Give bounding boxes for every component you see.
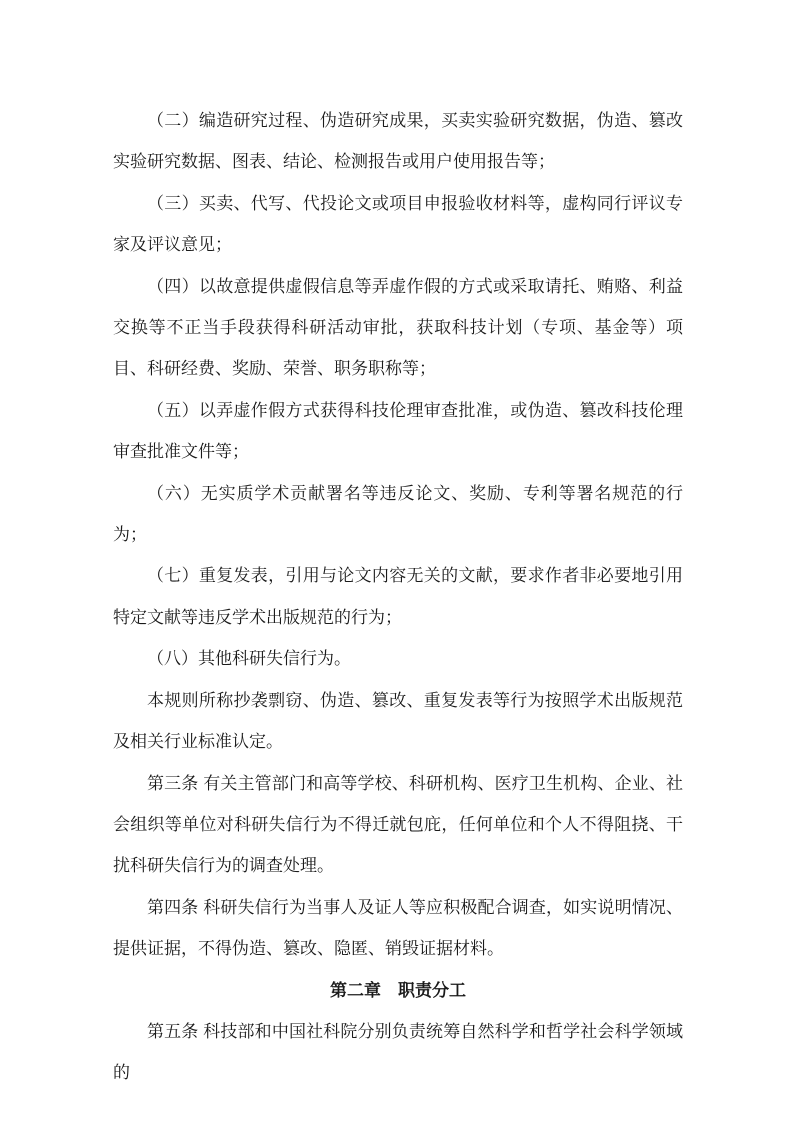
document-body — [113, 100, 683, 1094]
definition-note: 本规则所称抄袭剽窃、伪造、篡改、重复发表等行为按照学术出版规范及相关行业标准认定。 — [113, 690, 683, 752]
clause-item-7: （七）重复发表，引用与论文内容无关的文献，要求作者非必要地引用特定文献等违反学术出版规范的行为； — [113, 566, 683, 627]
article-5-opening: 第五条 科技部和中国社科院分别负责统筹自然科学和哲学社会科学领域的 — [113, 1021, 683, 1083]
clause-item-5: （五）以弄虚作假方式获得科技伦理审查批准，或伪造、篡改科技伦理审查批准文件等； — [113, 400, 683, 462]
clause-item-4: （四）以故意提供虚假信息等弄虚作假的方式或采取请托、贿赂、利益交换等不正当手段获得科研活动审批，获取科技计划（专项、基金等）项目、科研经费、奖励、荣誉、职务职称等； — [113, 276, 683, 379]
article-4: 第四条 科研失信行为当事人及证人等应积极配合调查，如实说明情况、提供证据，不得伪造、篡改、隐匿、销毁证据材料。 — [113, 897, 683, 959]
clause-item-6: （六）无实质学术贡献署名等违反论文、奖励、专利等署名规范的行为； — [113, 483, 683, 545]
clause-item-3: （三）买卖、代写、代投论文或项目申报验收材料等，虚构同行评议专家及评议意见； — [113, 193, 683, 255]
clause-item-8: （八）其他科研失信行为。 — [147, 649, 351, 669]
chapter-2-heading: 第二章 职责分工 — [330, 980, 466, 1000]
article-3: 第三条 有关主管部门和高等学校、科研机构、医疗卫生机构、企业、社会组织等单位对科研失信行为不得迁就包庇，任何单位和个人不得阻挠、干扰科研失信行为的调查处理。 — [113, 773, 683, 876]
clause-item-2: （二）编造研究过程、伪造研究成果，买卖实验研究数据，伪造、篡改实验研究数据、图表、结论、检测报告或用户使用报告等； — [113, 111, 683, 172]
